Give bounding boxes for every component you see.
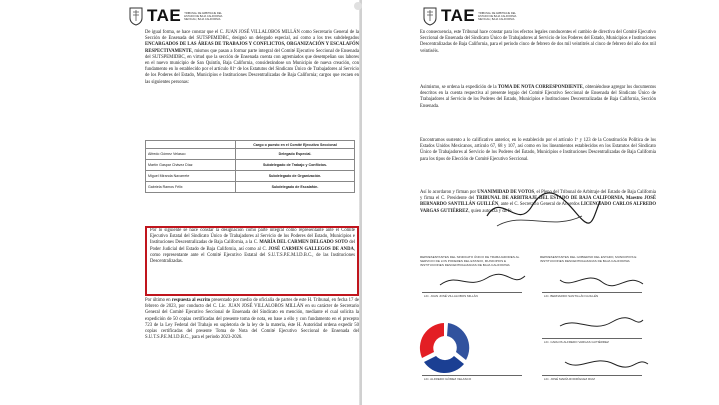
table-row: Martín Gaspar Chávez Díaz Subdelegado de Trabajo y Conflictos. <box>146 160 355 171</box>
red-highlight-box <box>145 226 359 296</box>
signature-line <box>542 338 642 339</box>
government-representatives-block: REPRESENTANTES DEL GOBIERNO DEL ESTADO, MUNICIPIOS E INSTITUCIONES DESCENTRALIZADAS DE BAJA CALIFORNIA <box>540 255 637 263</box>
paragraph-signatures: Así lo acordaron y firman por UNANIMIDAD DE VOTOS, el Pleno del Tribunal de Arbitraje del Estado de Baja California y firma el C. Presidente del TRIBUNAL DE ARBITRAJE DEL ESTADO DE BAJA CALIFORNIA, Maestro JOSÉ BERNARDO SANTILLÁN GUILLÉN, ante el C. Secretario General de Acuerdos LICENCIADO CARLOS ALFREDO VARGAS GUTIÉRREZ, quien autoriza y da fe. <box>420 190 657 214</box>
signatory-name: LIC. ALFREDO GÓMEZ VELASCO <box>424 377 472 381</box>
tae-subtitle: TRIBUNAL DE ARBITRAJE DEL ESTADO DE BAJA CALIFORNIA MEXICALI, BAJA CALIFORNIA <box>184 11 223 21</box>
scroll-indicator-dot <box>354 2 362 10</box>
signature-line <box>542 292 642 293</box>
signatory-name: LIC. JUAN JOSÉ VILLALOBOS MILLÁN <box>424 294 478 298</box>
tae-subtitle: TRIBUNAL DE ARBITRAJE DEL ESTADO DE BAJA CALIFORNIA MEXICALI, BAJA CALIFORNIA <box>478 11 517 21</box>
table-row: Gabriela Ramos Félix Subdelegado de Escalafón. <box>146 182 355 193</box>
signature-line <box>542 375 642 376</box>
signatory-name: LIC. BERNARDO SANTILLÁN GUILLÉN <box>544 294 599 298</box>
tae-header <box>128 6 226 26</box>
paragraph-legal-basis: Encontramos sustento a lo calificativo anterior, en lo establecido por el artículo 1º y 123 de la Constitución Política de los Estados Unidos Mexicanos, artículo 67, 68 y 107, así como en los lineamientos establecidos en los Estatutos del Sindicato Único de Trabajadores al Servicio de los Poderes del Estado, Municipios e Instituciones Descentralizadas de Baja California para los tipos de Elección de Comité Ejecutivo Seccional. <box>420 138 656 162</box>
circular-watermark-logo-icon <box>414 318 474 378</box>
signatory-name: LIC. JOSÉ MARÍA RODRÍGUEZ RUIZ <box>544 377 596 381</box>
tae-header-right <box>422 6 520 26</box>
table-row: Alfredo Gómez Velasco Delegado Especial. <box>146 149 355 160</box>
positions-table <box>145 140 355 193</box>
signature-scribble <box>482 186 602 236</box>
paragraph-consequence: En consecuencia, este Tribunal hace constar para los efectos legales conducentes el cambio de directiva del Comité Ejecutivo Seccional de Ensenada del Sindicato Único de Trabajadores al Servicio de los Poderes del Estado, Municipios e Instituciones Descentralizadas de Baja California, para el periodo cinco de febrero de dos mil veintitrés al cinco de febrero del año dos mil veintiséis. <box>420 30 656 54</box>
signature-scribble <box>437 270 527 292</box>
tae-logo-text: TAE <box>441 6 476 25</box>
paragraph-toma-de-nota: Asimismo, se ordena la expedición de la TOMA DE NOTA CORRESPONDIENTE, obteniéndose agregar los documentos descritos en la cuenta respectiva al presente legajo del Comité Ejecutivo Seccional de Ensenada del Sindicato Único de Trabajadores al Servicio de los Poderes del Estado, Municipios e Instituciones Descentralizadas de Baja California, Sección Ensenada. <box>420 85 657 109</box>
paragraph-representatives: Por lo siguiente se hace constar la designación como parte integral como representante ante el Comité Ejecutivo Estatal del Sindicato Único de Trabajadores al Servicio de los Poderes del Estado, Municipios e Instituciones Descentralizadas de Baja California, a la C. MARÍA DEL CARMEN DELGADO SOTO del Poder Judicial del Estado de Baja California, así como al C. JOSÉ CARMEN GALLEGOS DE ANDA, como representante ante el Comité Ejecutivo Estatal del S.U.T.S.P.E.M.I.D.B.C., de las Instituciones Descentralizadas. <box>150 228 356 265</box>
signature-line <box>422 292 522 293</box>
table-row: Miguel Miranda Navarrete Subdelegado de Organización. <box>146 171 355 182</box>
table-header-row: Cargo o puesto en el Comité Ejecutivo Seccional <box>146 141 355 149</box>
signature-scribble <box>557 268 647 292</box>
signature-scribble <box>557 312 647 336</box>
tae-logo-text: TAE <box>147 6 182 25</box>
union-representatives-block: REPRESENTANTES DEL SINDICATO ÚNICO DE TRABAJADORES AL SERVICIO DE LOS PODERES DEL ESTADO, MUNICIPIOS E INSTITUCIONES DESCENTRALIZADAS DE BAJA CALIFORNIA <box>420 255 520 267</box>
signature-scribble <box>562 350 652 374</box>
state-seal-icon <box>128 6 144 26</box>
signatory-name: LIC. CARLOS ALFREDO VARGAS GUTIÉRREZ <box>544 340 609 344</box>
paragraph-delegates: De igual forma, se hace constar que el C. JUAN JOSÉ VILLALOBOS MILLÁN como Secretario General de la Sección de Ensenada del SUTSPEMIDBC, designó un delegado especial, así como a los tres subdelegados ENCARGADOS DE LAS ÁREAS DE TRABAJOS Y CONFLICTOS, ORGANIZACIÓN Y ESCALAFÓN RESPECTIVAMENTE, mismos que pasan a formar parte integral del Comité Ejecutivo Seccional de Ensenada del SUTSPEMIDBC, en virtud que la sección de Ensenada cuenta con agremiados que desempeñan sus labores en el nuevo municipio de San Quintín, Baja California, considerándose un Municipio de nueva creación, con fundamento en lo establecido por el artículo 81º de los Estatutos del Sindicato Único de Trabajadores al Servicio de los Poderes del Estado, Municipios e Instituciones Descentralizadas de Baja California; cargos que recaen en las siguientes personas: <box>145 30 359 85</box>
state-seal-icon <box>422 6 438 26</box>
paragraph-copies: Por último en respuesta al escrito presentado por medio de oficialía de partes de este H. Tribunal, en fecha 17 de febrero de 2023, por conducto del C. Lic. JUAN JOSÉ VILLALOBOS MILLÁN en su carácter de Secretario General del Comité Ejecutivo Seccional de Ensenada del Sindicato en mención, mediante el cual solicita la expedición de 50 copias certificadas del presente toma de nota, en base a ello y con fundamento en el precepto 723 de la Ley Federal del Trabajo en supletoria de la ley de la materia, éste H. Autoridad ordena expedir 50 copias certificadas del presente Toma de Nota del Comité Ejecutivo Seccional de Ensenada del S.U.T.S.P.E.M.I.D.B.C., para el periodo 2023-2026. <box>145 298 360 341</box>
